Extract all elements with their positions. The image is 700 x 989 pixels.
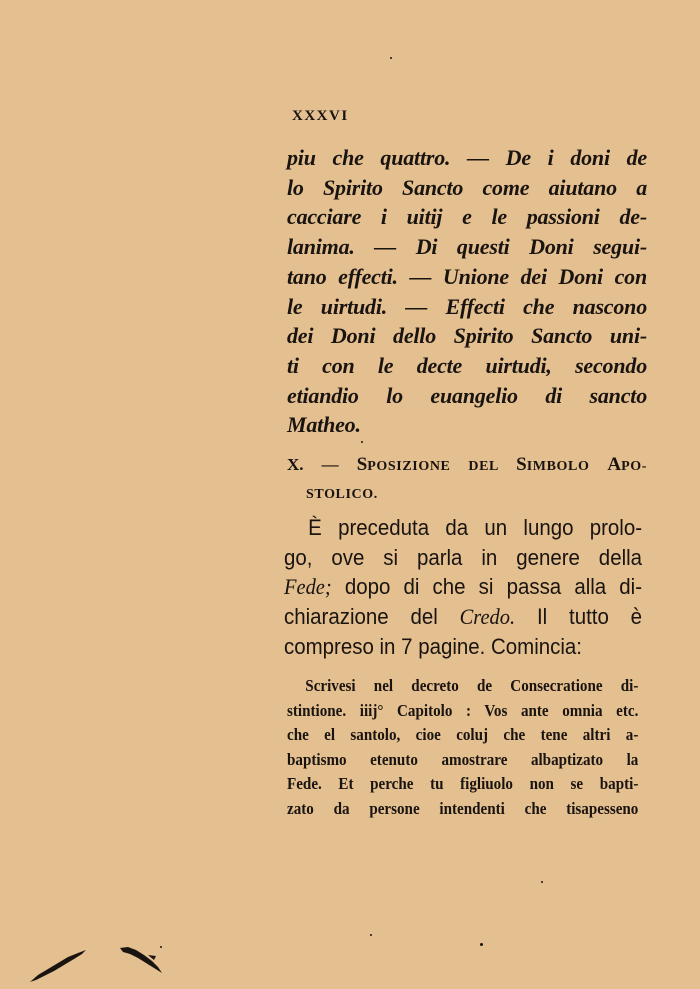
body-line: È preceduta da un lungo prolo-	[308, 515, 643, 540]
summary-line: Matheo.	[287, 412, 361, 438]
quote-line: baptismo etenuto amostrare albaptizato la	[287, 749, 639, 769]
section-number: X. —	[287, 455, 357, 474]
summary-line: ti con le decte uirtudi, secondo	[287, 352, 647, 378]
summary-line: le uirtudi. — Effecti che nascono	[287, 293, 647, 319]
scan-speck	[480, 943, 483, 946]
body-line	[284, 572, 642, 602]
summary-line: piu che quattro. — De i doni de	[287, 145, 647, 170]
body-text-run: dopo di che si passa alla di-	[331, 574, 643, 600]
quote-line: che el santolo, cioe coluj che tene altri a-	[287, 725, 639, 744]
small-caps-initial: S	[356, 454, 368, 475]
summary-line: lo Spirito Sancto come aiutano a	[287, 174, 647, 200]
italic-term: Fede;	[284, 574, 332, 600]
quote-line: Scrivesi nel decreto de Consecratione di-	[305, 676, 639, 695]
small-caps-text: IMBOLO	[526, 459, 608, 474]
summary-line: cacciare i uitij e le passioni de-	[287, 204, 647, 230]
body-line	[284, 602, 642, 632]
small-caps-text: POSIZIONE DEL	[367, 459, 517, 474]
ink-smudge-marks	[28, 942, 168, 984]
quoted-excerpt	[287, 674, 638, 821]
quote-line: zato da persone intendenti che tisapesseno	[287, 798, 639, 818]
small-caps-initial: S	[516, 454, 527, 475]
chapter-summary	[287, 143, 647, 440]
scan-speck	[390, 57, 392, 59]
page-number-header: XXXVI	[292, 108, 349, 124]
quote-line: Fede. Et perche tu figliuolo non se bapti-	[287, 774, 639, 793]
section-heading-continuation: STOLICO.	[306, 487, 378, 502]
summary-line: lanima. — Di questi Doni segui-	[287, 234, 647, 260]
body-text-run: chiarazione del	[284, 604, 460, 630]
body-paragraph	[284, 513, 642, 662]
body-line: compreso in 7 pagine. Comincia:	[284, 633, 582, 659]
summary-line: dei Doni dello Spirito Sancto uni-	[287, 323, 647, 349]
body-line: go, ove si parla in genere della	[284, 544, 643, 570]
summary-line: etiandio lo euangelio di sancto	[287, 382, 647, 408]
section-heading-line	[287, 451, 647, 481]
scan-speck	[541, 881, 543, 883]
summary-line: tano effecti. — Unione dei Doni con	[287, 263, 647, 289]
italic-term: Credo.	[459, 604, 516, 630]
small-caps-initial: A	[607, 454, 622, 475]
quote-line: stintione. iiij° Capitolo : Vos ante omnia etc.	[287, 700, 639, 720]
body-text-run: Il tutto è	[515, 604, 643, 630]
section-heading	[287, 451, 647, 509]
small-caps-text: PO-	[621, 459, 648, 474]
scan-speck	[361, 441, 363, 443]
scan-speck	[370, 934, 372, 936]
